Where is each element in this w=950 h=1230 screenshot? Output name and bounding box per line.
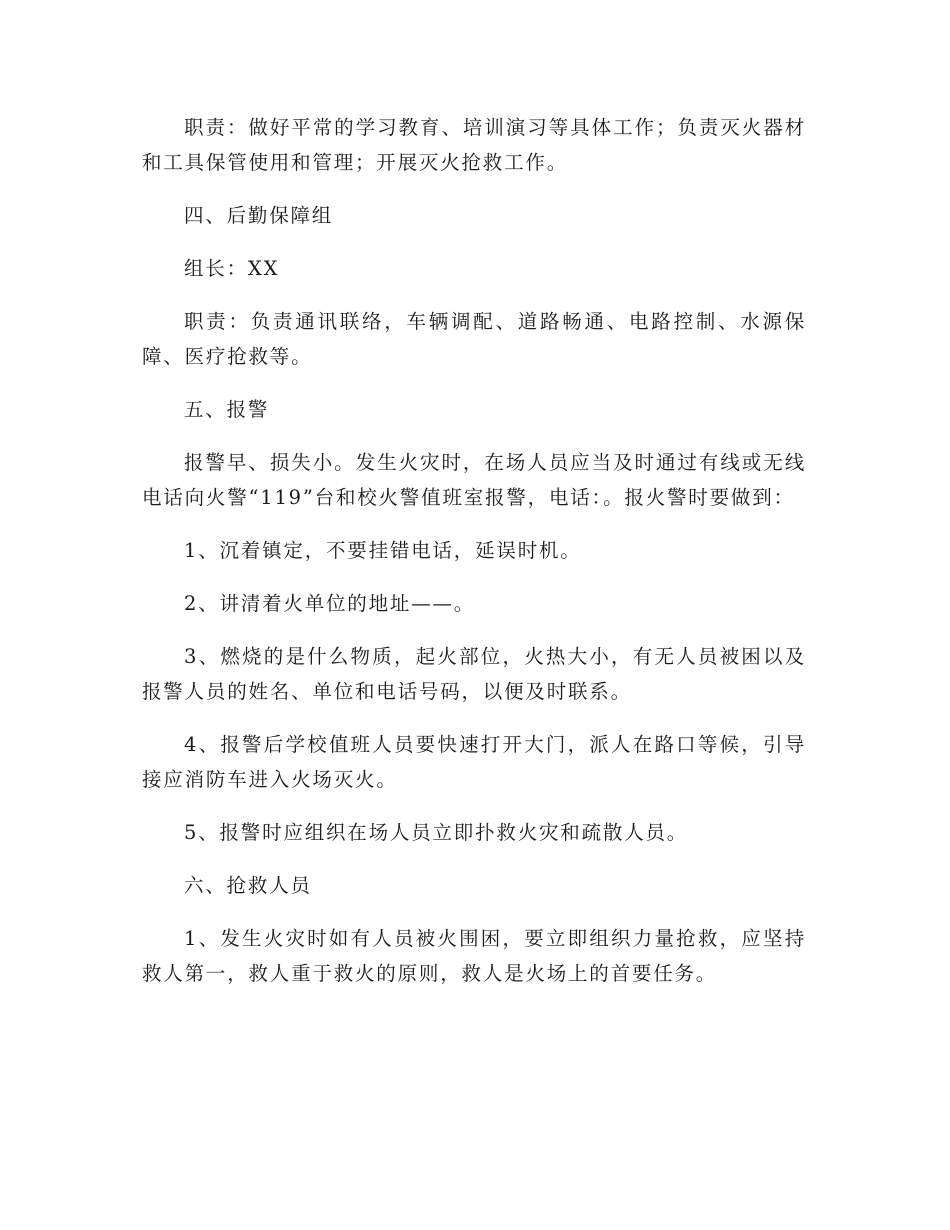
paragraph-group-leader: 组长：XX: [184, 257, 280, 280]
list-item-alarm-1: 1、沉着镇定，不要挂错电话，延误时机。: [184, 539, 582, 562]
document-body: [142, 110, 806, 1009]
heading-rescue-personnel: 六、抢救人员: [184, 874, 312, 897]
list-item-rescue-1: 1、发生火灾时如有人员被火围困，要立即组织力量抢救，应坚持救人第一，救人重于救火的原则，救人是火场上的首要任务。: [142, 927, 806, 985]
list-item-alarm-5: 5、报警时应组织在场人员立即扑救火灾和疏散人员。: [184, 821, 689, 844]
paragraph-duties-logistics: 职责：负责通讯联络，车辆调配、道路畅通、电路控制、水源保障、医疗抢救等。: [142, 310, 806, 368]
paragraph-duties-fire-team: 职责：做好平常的学习教育、培训演习等具体工作；负责灭火器材和工具保管使用和管理；开展灭火抢救工作。: [142, 116, 806, 174]
paragraph-alarm-intro: 报警早、损失小。发生火灾时，在场人员应当及时通过有线或无线电话向火警“119”台和校火警值班室报警，电话：。报火警时要做到：: [142, 451, 806, 509]
heading-logistics-group: 四、后勤保障组: [184, 204, 334, 227]
list-item-alarm-2: 2、讲清着火单位的地址——。: [184, 592, 476, 615]
list-item-alarm-3: 3、燃烧的是什么物质，起火部位，火热大小，有无人员被困以及报警人员的姓名、单位和电话号码，以便及时联系。: [142, 645, 806, 703]
heading-alarm: 五、报警: [184, 398, 270, 421]
list-item-alarm-4: 4、报警后学校值班人员要快速打开大门，派人在路口等候，引导接应消防车进入火场灭火。: [142, 733, 806, 791]
